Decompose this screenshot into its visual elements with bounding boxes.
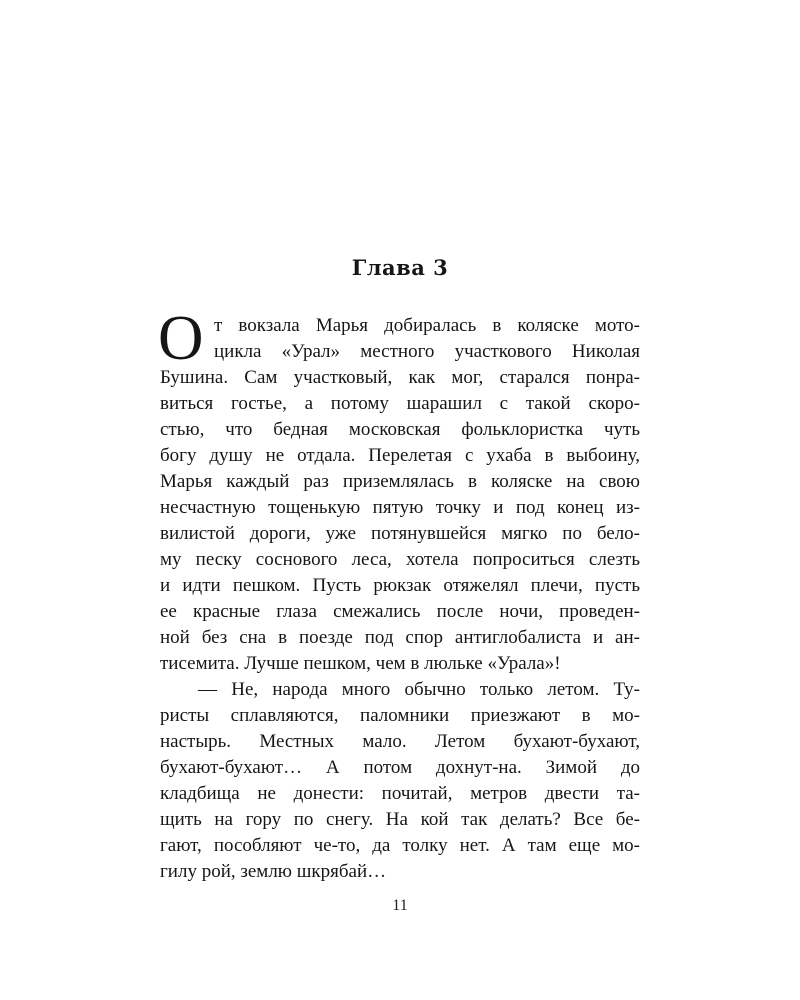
text-line: ной без сна в поезде под спор антиглобалиста и ан-: [160, 627, 640, 648]
text-block: [158, 303, 640, 885]
text-line: кладбища не донести: почитай, метров двести та-: [160, 783, 640, 804]
text-line: несчастную тощенькую пятую точку и под конец из-: [160, 497, 640, 518]
text-line: Бушина. Сам участковый, как мог, старался понра-: [160, 367, 640, 388]
text-line: Марья каждый раз приземлялась в коляске на свою: [160, 471, 640, 492]
paragraph-2: [160, 677, 640, 885]
drop-cap: О: [158, 303, 204, 373]
text-line: — Не, народа много обычно только летом. Ту-: [198, 679, 640, 700]
text-line: виться гостье, а потому шарашил с такой скоро-: [160, 393, 640, 414]
text-line: стью, что бедная московская фольклористка чуть: [160, 419, 640, 440]
text-line: гают, пособляют че-то, да толку нет. А там еще мо-: [160, 835, 640, 856]
paragraph-1: [158, 303, 640, 677]
page-number: 11: [392, 897, 408, 914]
text-line: т вокзала Марья добиралась в коляске мото-: [214, 315, 640, 336]
text-line: ристы сплавляются, паломники приезжают в мо-: [160, 705, 640, 726]
chapter-title: Глава 3: [351, 255, 449, 280]
text-line: щить на гору по снегу. На кой так делать? Все бе-: [160, 809, 640, 830]
text-line: богу душу не отдала. Перелетая с ухаба в выбоину,: [160, 445, 640, 466]
text-line: му песку соснового леса, хотела попроситься слезть: [160, 549, 640, 570]
text-line: гилу рой, землю шкрябай…: [160, 861, 387, 882]
text-line: и идти пешком. Пусть рюкзак отяжелял плечи, пусть: [160, 575, 640, 596]
text-line: тисемита. Лучше пешком, чем в люльке «Урала»!: [160, 653, 561, 674]
text-line: бухают-бухают… А потом дохнут-на. Зимой до: [160, 757, 640, 778]
text-line: вилистой дороги, уже потянувшейся мягко по бело-: [160, 523, 640, 544]
text-line: ее красные глаза смежались после ночи, проведен-: [160, 601, 640, 622]
text-line: цикла «Урал» местного участкового Николая: [214, 341, 640, 362]
text-line: настырь. Местных мало. Летом бухают-бухают,: [160, 731, 640, 752]
